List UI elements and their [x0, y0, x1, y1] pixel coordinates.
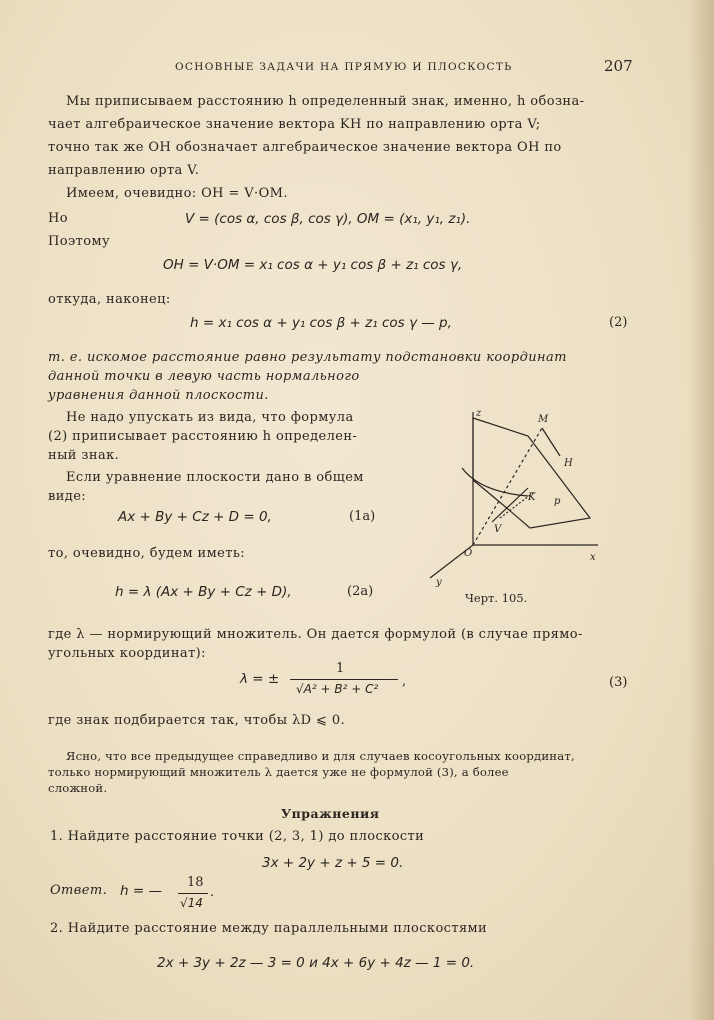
text-line: Не надо упускать из вида, что формула — [66, 410, 354, 425]
exercise-1: 1. Найдите расстояние точки (2, 3, 1) до плоскости — [50, 829, 425, 844]
answer-numerator: 18 — [187, 875, 204, 890]
equation-number: (2) — [609, 315, 628, 330]
text-line: чает алгебраическое значение вектора KH по направлению орта V; — [48, 117, 541, 132]
text-line: где знак подбирается так, чтобы λD ⩽ 0. — [48, 713, 346, 728]
text-line: угольных координат): — [48, 646, 206, 661]
answer-period: . — [210, 885, 215, 900]
equation-3-left: λ = ± — [240, 671, 280, 687]
text-line: виде: — [48, 489, 87, 504]
answer-label: Ответ. — [50, 883, 108, 898]
text-line: то, очевидно, будем иметь: — [48, 546, 246, 561]
text-line: направлению орта V. — [48, 163, 200, 178]
formula: V = (cos α, cos β, cos γ), OM = (x₁, y₁, z₁). — [185, 211, 471, 227]
fraction-denominator: √A² + B² + C² — [296, 682, 379, 696]
italic-statement: данной точки в левую часть нормального — [48, 369, 360, 384]
text-line: Имеем, очевидно: OH = V·OM. — [66, 186, 288, 201]
italic-statement: т. е. искомое расстояние равно результату подстановки координат — [48, 350, 567, 365]
text-line: Но — [48, 211, 68, 226]
y-label: y — [436, 577, 442, 588]
answer-h: h = — — [120, 883, 162, 899]
exercise-1-equation: 3x + 2y + z + 5 = 0. — [262, 855, 404, 871]
p-label: p — [554, 496, 561, 507]
text-line: ный знак. — [48, 448, 120, 463]
exercise-2: 2. Найдите расстояние между параллельными плоскостями — [50, 921, 488, 936]
text-line: Поэтому — [48, 234, 111, 249]
text-line: Если уравнение плоскости дано в общем — [66, 470, 364, 485]
m-label: M — [538, 414, 549, 425]
plane-outline — [473, 418, 590, 528]
formula: OH = V·OM = x₁ cos α + y₁ cos β + z₁ cos γ, — [163, 257, 463, 273]
answer-fraction-bar — [178, 893, 208, 894]
fraction-bar — [290, 679, 398, 680]
page-number: 207 — [604, 57, 633, 75]
answer-denominator: √14 — [180, 896, 203, 910]
exercises-heading: Упражнения — [281, 806, 380, 821]
equation-2: h = x₁ cos α + y₁ cos β + z₁ cos γ — p, — [190, 315, 452, 331]
page-spine-shadow — [688, 0, 714, 1020]
z-label: z — [476, 408, 482, 419]
mh-segment — [542, 428, 560, 456]
figure-105 — [410, 400, 620, 590]
x-label: x — [590, 552, 596, 563]
running-header: ОСНОВНЫЕ ЗАДАЧИ НА ПРЯМУЮ И ПЛОСКОСТЬ — [175, 61, 513, 73]
figure-caption: Черт. 105. — [465, 591, 528, 605]
origin-label: O — [464, 548, 473, 559]
text-line: (2) приписывает расстоянию h определен- — [48, 429, 358, 444]
text-line: где λ — нормирующий множитель. Он дается формулой (в случае прямо- — [48, 627, 583, 642]
equation-number: (2а) — [347, 584, 374, 599]
plane-arc — [462, 468, 528, 496]
text-line: откуда, наконец: — [48, 292, 171, 307]
small-text-line: сложной. — [48, 781, 108, 795]
equation-number: (1а) — [349, 509, 376, 524]
v-label: V — [494, 524, 502, 535]
exercise-2-equation: 2x + 3y + 2z — 3 = 0 и 4x + 6y + 4z — 1 = 0. — [157, 955, 475, 971]
equation-2a: h = λ (Ax + By + Cz + D), — [115, 584, 292, 600]
equation-1a: Ax + By + Cz + D = 0, — [118, 509, 272, 525]
text-line: Мы приписываем расстоянию h определенный знак, именно, h обозна- — [66, 94, 585, 109]
equation-comma: , — [402, 674, 407, 689]
italic-statement: уравнения данной плоскости. — [48, 388, 269, 403]
equation-number: (3) — [609, 675, 628, 690]
text-line: точно так же OH обозначает алгебраическое значение вектора OH по — [48, 140, 562, 155]
small-text-line: Ясно, что все предыдущее справедливо и для случаев косоугольных координат, — [66, 749, 575, 763]
fraction-numerator: 1 — [336, 661, 345, 676]
small-text-line: только нормирующий множитель λ дается уже не формулой (3), а более — [48, 765, 509, 779]
h-label: H — [564, 458, 573, 469]
k-label: K — [528, 492, 536, 503]
